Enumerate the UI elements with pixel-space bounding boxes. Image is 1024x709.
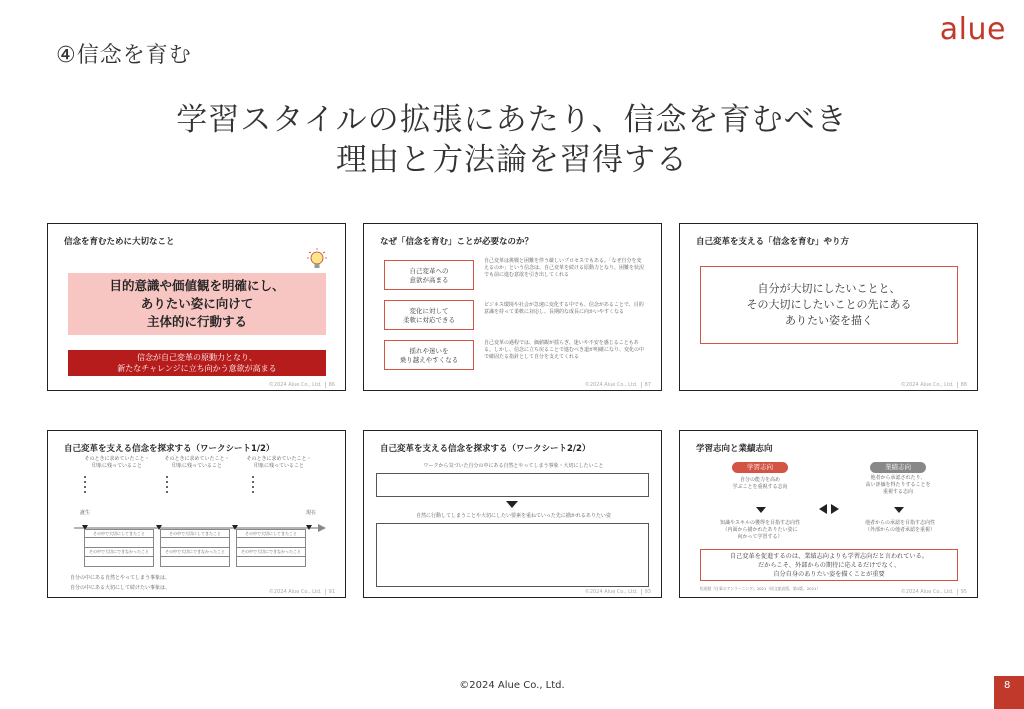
alue-logo: alue	[939, 12, 1006, 47]
slide-copyright: ©2024 Alue Co., Ltd.	[900, 382, 954, 388]
learning-result-line-3: 向かって学習する）	[737, 534, 783, 540]
slide-page-number: 95	[957, 589, 967, 595]
learning-result-line-1: 知識やスキルの獲得を目指す志向性	[720, 520, 800, 526]
timeline-start-label: 誕生	[80, 510, 91, 516]
worksheet-cell-bottom[interactable]: その中で大切にできなかったこと	[160, 548, 230, 557]
worksheet-cell-blank[interactable]	[160, 538, 230, 548]
slide-page-number: 86	[325, 382, 335, 388]
method-line-1: 自分が大切にしたいことと、	[757, 282, 901, 295]
conclusion-line-3: 自分自身のありたい姿を描くことが重要	[773, 571, 885, 578]
worksheet-cell-group-3	[236, 529, 306, 567]
key-message-line-2: ありたい姿に向けて	[140, 296, 254, 311]
headline	[0, 100, 1024, 180]
worksheet-prompt-2: 自然に行動してしまうことや大切にしたい要素を重ねていった先に描かれるありたい姿	[416, 513, 611, 519]
slide-title: 学習志向と業績志向	[696, 444, 773, 454]
worksheet-cell-top[interactable]: その中で大切にしてきたこと	[84, 529, 154, 538]
slide-thumbnail-88[interactable]	[679, 223, 978, 391]
slide-thumbnail-91[interactable]	[47, 430, 346, 598]
column-heading-1	[82, 456, 152, 470]
timeline-end-label: 現在	[306, 510, 317, 516]
timeline-arrow	[74, 518, 326, 528]
column-heading-2	[162, 456, 232, 470]
slide-title: 信念を育むために大切なこと	[64, 237, 175, 247]
column-heading-line-2: 印象に残っていること	[253, 463, 304, 469]
method-line-3: ありたい姿を描く	[785, 314, 873, 327]
slide-title: なぜ「信念を育む」ことが必要なのか？	[380, 237, 534, 247]
worksheet-cell-bottom[interactable]: その中で大切にできなかったこと	[236, 548, 306, 557]
conclusion-line-2: だからこそ、外部からの期待に応えるだけでなく、	[757, 562, 901, 569]
key-message-line-1: 目的意識や価値観を明確にし、	[109, 278, 285, 293]
learning-desc-line-1: 自分の能力を高め	[739, 477, 780, 483]
slide-page-number: 88	[957, 382, 967, 388]
reason-desc-2: ビジネス環境や社会が急速に変化する中でも、信念があることで、目的意識を持って柔軟に対応し、長期的な成長に向かいやすくなる	[484, 302, 644, 315]
slide-thumbnail-86[interactable]	[47, 223, 346, 391]
slide-page-number: 87	[641, 382, 651, 388]
worksheet-cell-blank[interactable]	[160, 557, 230, 567]
learning-orientation-desc	[700, 477, 820, 491]
slide-copyright: ©2024 Alue Co., Ltd.	[584, 382, 638, 388]
column-heading-line-2: 印象に残っていること	[91, 463, 142, 469]
learning-orientation-pill: 学習志向	[732, 462, 788, 473]
learning-orientation-result	[696, 520, 824, 541]
worksheet-cell-top[interactable]: その中で大切にしてきたこと	[236, 529, 306, 538]
worksheet-cell-blank[interactable]	[236, 557, 306, 567]
slide-copyright: ©2024 Alue Co., Ltd.	[268, 382, 322, 388]
learning-desc-line-2: 学ぶことを重視する志向	[732, 484, 788, 490]
reason-label-1-line-2: 意欲が高まる	[409, 276, 449, 284]
page-copyright: ©2024 Alue Co., Ltd.	[459, 680, 565, 691]
slide-page-number: 91	[325, 589, 335, 595]
down-arrow-icon	[894, 507, 904, 513]
worksheet-cell-group-1	[84, 529, 154, 567]
reason-label-2-line-1: 変化に対して	[409, 307, 449, 315]
bidirectional-arrow-icon	[819, 499, 839, 509]
slide-footer	[585, 382, 651, 388]
result-bar-line-1: 信念が自己変革の原動力となり、	[137, 353, 257, 362]
method-box	[700, 266, 958, 344]
reason-box-1	[384, 260, 474, 290]
worksheet-cell-blank[interactable]	[84, 557, 154, 567]
reason-label-1-line-1: 自己変革への	[409, 267, 449, 275]
performance-result-line-2: （外部からの他者承認を重視）	[864, 527, 935, 533]
column-heading-line-1: そのときに求めていたこと・	[164, 456, 230, 462]
key-message-box	[68, 273, 326, 335]
performance-orientation-result	[836, 520, 964, 534]
worksheet-note-1: 自分の中にある自然とやってしまう事象は、	[70, 575, 171, 581]
headline-line-2: 理由と方法論を習得する	[336, 142, 688, 178]
reason-box-2	[384, 300, 474, 330]
reason-desc-1: 自己変革は挑戦と困難を伴う厳しいプロセスでもある。「なぜ自分を変えるのか」という信念は、自己変革を続ける原動力となり、困難を状況でも前に進む意欲を引き出してくれる	[484, 258, 645, 278]
performance-result-line-1: 他者からの承認を目指す志向性	[864, 520, 935, 526]
down-arrow-icon	[756, 507, 766, 513]
key-message-line-3: 主体的に行動する	[146, 314, 247, 329]
worksheet-cell-blank[interactable]	[84, 538, 154, 548]
dots-2	[166, 476, 169, 496]
slide-title: 自己変革を支える「信念を育む」やり方	[696, 237, 850, 247]
reason-label-3-line-1: 揺れや迷いを	[409, 347, 449, 355]
slide-footer	[901, 589, 967, 595]
dots-1	[84, 476, 87, 496]
source-citation: 松尾睦『仕事のアンラーニング』2021（同文舘出版、第1版、2021）	[700, 586, 821, 591]
reason-desc-3: 自己変革の過程では、価値観が揺らぎ、迷いや不安を感じることもある。しかし、信念に立ち戻ることで進むべき道が明確になり、変化の中で確固たる指針として自分を支えてくれる	[484, 340, 645, 360]
worksheet-cell-bottom[interactable]: その中で大切にできなかったこと	[84, 548, 154, 557]
headline-line-1: 学習スタイルの拡張にあたり、信念を育むべき	[176, 102, 848, 138]
performance-desc-line-2: 高い評価を得たりすることを	[865, 482, 931, 488]
page-number: 8	[1004, 680, 1011, 691]
worksheet-cell-group-2	[160, 529, 230, 567]
worksheet-answer-box-2[interactable]	[376, 523, 649, 587]
column-heading-3	[244, 456, 314, 470]
performance-orientation-desc	[838, 475, 958, 496]
down-arrow-icon	[506, 501, 518, 508]
worksheet-cell-blank[interactable]	[236, 538, 306, 548]
slide-copyright: ©2024 Alue Co., Ltd.	[268, 589, 322, 595]
result-bar	[68, 350, 326, 376]
dots-3	[252, 476, 255, 496]
slide-title: 自己変革を支える信念を探求する（ワークシート1/2）	[64, 444, 275, 454]
performance-desc-line-1: 他者から承認されたり、	[870, 475, 926, 481]
slide-copyright: ©2024 Alue Co., Ltd.	[900, 589, 954, 595]
reason-box-3	[384, 340, 474, 370]
slide-title: 自己変革を支える信念を探求する（ワークシート2/2）	[380, 444, 591, 454]
result-bar-line-2: 新たなチャレンジに立ち向かう意欲が高まる	[117, 364, 277, 373]
reason-label-3-line-2: 乗り越えやすくなる	[399, 356, 459, 364]
conclusion-line-1: 自己変革を促進するのは、業績志向よりも学習志向だと言われている。	[730, 553, 928, 560]
conclusion-box	[700, 549, 958, 581]
method-line-2: その大切にしたいことの先にある	[746, 298, 912, 311]
slide-footer	[269, 589, 335, 595]
column-heading-line-1: そのときに求めていたこと・	[84, 456, 150, 462]
page-number-badge	[994, 676, 1024, 709]
performance-desc-line-3: 重視する志向	[882, 489, 913, 495]
column-heading-line-1: そのときに求めていたこと・	[246, 456, 312, 462]
performance-orientation-pill: 業績志向	[870, 462, 926, 473]
slide-thumbnail-87[interactable]	[363, 223, 662, 391]
worksheet-prompt-1: ワークから気づいた自分の中にある自然とやってしまう事象・大切にしたいこと	[423, 463, 604, 469]
slide-copyright: ©2024 Alue Co., Ltd.	[584, 589, 638, 595]
learning-result-line-2: （内面から描かれたありたい姿に	[722, 527, 798, 533]
worksheet-cell-top[interactable]: その中で大切にしてきたこと	[160, 529, 230, 538]
worksheet-note-2: 自分の中にある大切にして続けたい事象は、	[70, 585, 171, 591]
lightbulb-icon	[306, 246, 328, 272]
slide-footer	[269, 382, 335, 388]
section-label: ④信念を育む	[56, 43, 192, 68]
slide-page-number: 93	[641, 589, 651, 595]
slide-thumbnail-93[interactable]	[363, 430, 662, 598]
worksheet-answer-box-1[interactable]	[376, 473, 649, 497]
reason-label-2-line-2: 柔軟に対応できる	[403, 316, 455, 324]
slide-thumbnail-95[interactable]	[679, 430, 978, 598]
slide-footer	[585, 589, 651, 595]
column-heading-line-2: 印象に残っていること	[171, 463, 222, 469]
slide-footer	[901, 382, 967, 388]
